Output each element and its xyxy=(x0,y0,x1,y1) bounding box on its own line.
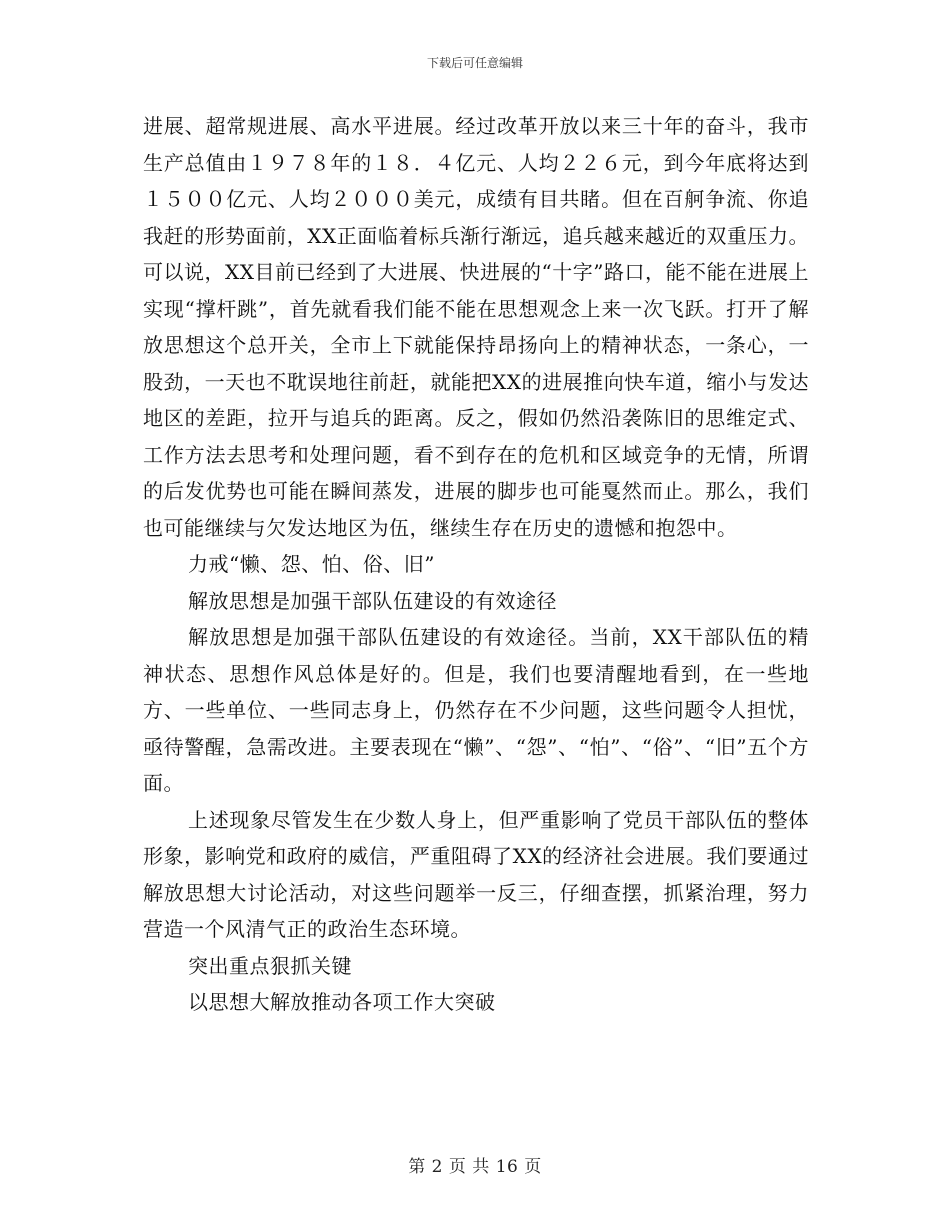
heading-focus-keypoints: 突出重点狠抓关键 xyxy=(188,953,352,978)
paragraph-cadre-building: 解放思想是加强干部队伍建设的有效途径。当前，XX干部队伍的精神状态、思想作风总体是好的。但是，我们也要清醒地看到，在一些地方、一些单位、一些同志身上，仍然存在不少问题，这些问题令人担忧，亟待警醒，急需改进。主要表现在“懒”、“怨”、“怕”、“俗”、“旧”五个方面。 xyxy=(143,625,809,795)
heading-breakthrough: 以思想大解放推动各项工作大突破 xyxy=(188,990,496,1014)
page-number-footer: 第 2 页 共 16 页 xyxy=(408,1157,542,1177)
page-header-note: 下载后可任意编辑 xyxy=(426,56,523,70)
heading-cadre-building: 解放思想是加强干部队伍建设的有效途径 xyxy=(188,588,557,613)
paragraph-phenomena: 上述现象尽管发生在少数人身上，但严重影响了党员干部队伍的整体形象，影响党和政府的威信，严重阻碍了XX的经济社会进展。我们要通过解放思想大讨论活动，对这些问题举一反三，仔细查摆，抓紧治理，努力营造一个风清气正的政治生态环境。 xyxy=(143,807,809,941)
paragraph-intro: 进展、超常规进展、高水平进展。经过改革开放以来三十年的奋斗，我市生产总值由１９７８年的１８．４亿元、人均２２６元，到今年底将达到１５００亿元、人均２０００美元，成绩有目共睹。但在百舸争流、你追我赶的形势面前，XX正面临着标兵渐行渐远，追兵越来越近的双重压力。可以说，XX目前已经到了大进展、快进展的“十字”路口，能不能在进展上实现“撑杆跳”，首先就看我们能不能在思想观念上来一次飞跃。打开了解放思想这个总开关，全市上下就能保持昂扬向上的精神状态，一条心，一股劲，一天也不耽误地往前赶，就能把XX的进展推向快车道，缩小与发达地区的差距，拉开与追兵的距离。反之，假如仍然沿袭陈旧的思维定式、工作方法去思考和处理问题，看不到存在的危机和区域竞争的无情，所谓的后发优势也可能在瞬间蒸发，进展的脚步也可能戛然而止。那么，我们也可能继续与欠发达地区为伍，继续生存在历史的遗憾和抱怨中。 xyxy=(143,114,809,540)
document-body xyxy=(143,108,809,1021)
heading-avoid-five: 力戒“懒、怨、怕、俗、旧” xyxy=(188,552,435,576)
